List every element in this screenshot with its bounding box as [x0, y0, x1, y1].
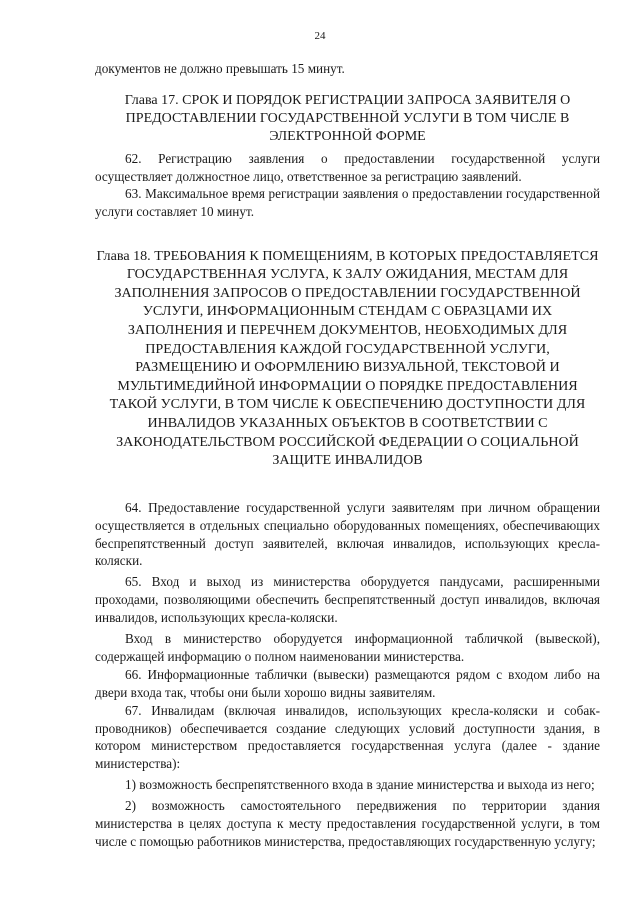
paragraph-65-continued: Вход в министерство оборудуется информационной табличкой (вывеской), содержащей информацию о полном наименовании министерства.: [95, 631, 600, 664]
paragraph-65: 65. Вход и выход из министерства оборудуется пандусами, расширенными проходами, позволяющими обеспечить беспрепятственный доступ инвалидов, включая инвалидов, использующих кресла-коляски.: [95, 574, 600, 626]
paragraph-62: 62. Регистрацию заявления о предоставлении государственной услуги осуществляет должностное лицо, ответственное за регистрацию заявлений.: [95, 151, 600, 184]
list-item-1: 1) возможность беспрепятственного входа в здание министерства и выхода из него;: [125, 777, 595, 793]
page-content: [95, 60, 600, 851]
list-item-2: 2) возможность самостоятельного передвижения по территории здания министерства в целях доступа к месту предоставления государственной услуги, в том числе с помощью работников министерства, предоставляющих государственную услугу;: [95, 798, 600, 850]
paragraph-66: 66. Информационные таблички (вывески) размещаются рядом с входом либо на двери входа так, чтобы они были хорошо видны заявителям.: [95, 666, 600, 700]
intro-line: документов не должно превышать 15 минут.: [95, 61, 345, 76]
page-number: 24: [314, 30, 326, 42]
chapter-17-title: Глава 17. СРОК И ПОРЯДОК РЕГИСТРАЦИИ ЗАПРОСА ЗАЯВИТЕЛЯ О ПРЕДОСТАВЛЕНИИ ГОСУДАРСТВЕННОЙ УСЛУГИ В ТОМ ЧИСЛЕ В ЭЛЕКТРОННОЙ ФОРМЕ: [124, 92, 571, 144]
paragraph-63: 63. Максимальное время регистрации заявления о предоставлении государственной услуги составляет 10 минут.: [95, 186, 600, 219]
chapter-18-body: [95, 499, 600, 851]
paragraph-64: 64. Предоставление государственной услуги заявителям при личном обращении осуществляется в отдельных специально оборудованных помещениях, обеспечивающих беспрепятственный доступ заявителей, включая инвалидов, использующих кресла-коляски.: [95, 499, 600, 569]
paragraph-67: 67. Инвалидам (включая инвалидов, использующих кресла-коляски и собак-проводников) обеспечивается создание следующих условий доступности здания, в котором министерством предоставляется государственная услуга (далее - здание министерства):: [95, 702, 600, 772]
chapter-18-title: Глава 18. ТРЕБОВАНИЯ К ПОМЕЩЕНИЯМ, В КОТОРЫХ ПРЕДОСТАВЛЯЕТСЯ ГОСУДАРСТВЕННАЯ УСЛУГА, К ЗАЛУ ОЖИДАНИЯ, МЕСТАМ ДЛЯ ЗАПОЛНЕНИЯ ЗАПРОСОВ О ПРЕДОСТАВЛЕНИИ ГОСУДАРСТВЕННОЙ УСЛУГИ, ИНФОРМАЦИОННЫМ СТЕНДАМ С ОБРАЗЦАМИ ИХ ЗАПОЛНЕНИЯ И ПЕРЕЧНЕМ ДОКУМЕНТОВ, НЕОБХОДИМЫХ ДЛЯ ПРЕДОСТАВЛЕНИЯ КАЖДОЙ ГОСУДАРСТВЕННОЙ УСЛУГИ, РАЗМЕЩЕНИЮ И ОФОРМЛЕНИЮ ВИЗУАЛЬНОЙ, ТЕКСТОВОЙ И МУЛЬТИМЕДИЙНОЙ ИНФОРМАЦИИ О ПОРЯДКЕ ПРЕДОСТАВЛЕНИЯ ТАКОЙ УСЛУГИ, В ТОМ ЧИСЛЕ К ОБЕСПЕЧЕНИЮ ДОСТУПНОСТИ ДЛЯ ИНВАЛИДОВ УКАЗАННЫХ ОБЪЕКТОВ В СООТВЕТСТВИИ С ЗАКОНОДАТЕЛЬСТВОМ РОССИЙСКОЙ ФЕДЕРАЦИИ О СОЦИАЛЬНОЙ ЗАЩИТЕ ИНВАЛИДОВ: [96, 247, 599, 469]
